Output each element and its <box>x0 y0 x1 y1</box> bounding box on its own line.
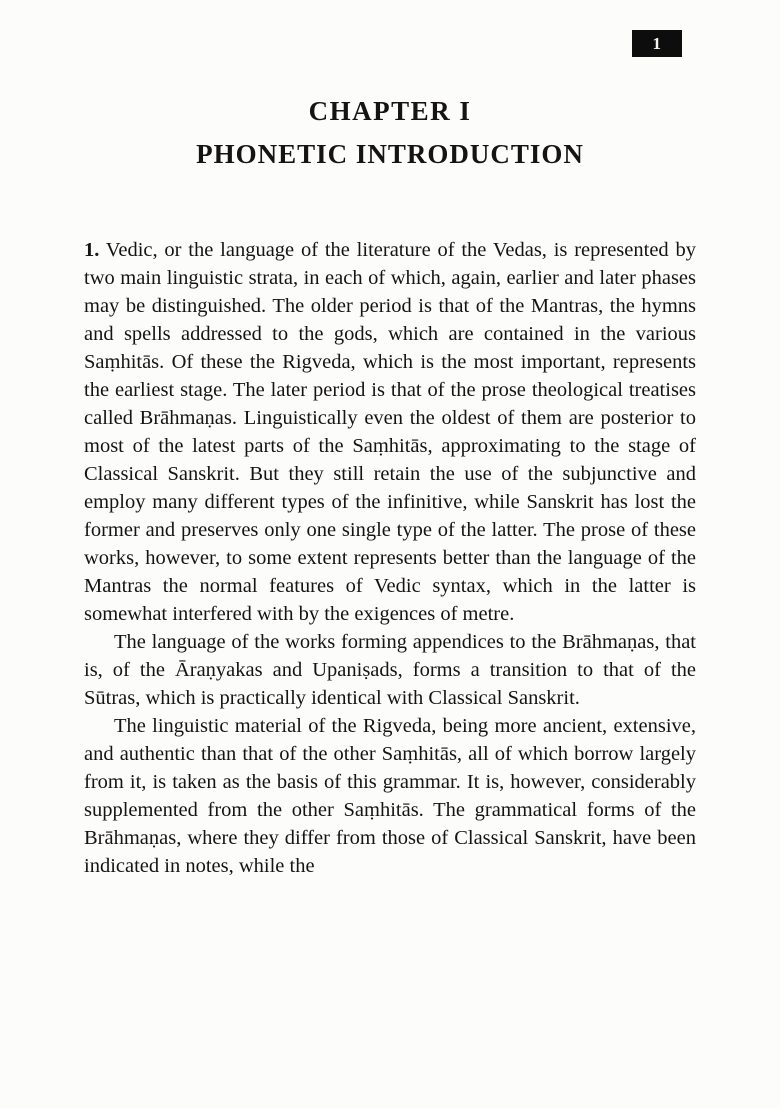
chapter-title: CHAPTER I <box>308 96 472 126</box>
paragraph-2 <box>84 628 696 712</box>
paragraph-2-text: The language of the works forming appendices to the Brāhmaṇas, that is, of the Āraṇyakas and Upaniṣads, forms a transition to that of the Sūtras, which is practically identical with Classical Sanskrit. <box>84 631 696 709</box>
paragraph-1-text: Vedic, or the language of the literature of the Vedas, is represented by two main linguistic strata, in each of which, again, earlier and later phases may be distinguished. The older period is that of the Mantras, the hymns and spells addressed to the gods, which are contained in the various Saṃhitās. Of these the Rigveda, which is the most important, represents the earliest stage. The later period is that of the prose theological treatises called Brāhmaṇas. Linguistically even the oldest of them are posterior to most of the latest parts of the Saṃhitās, approximating to the stage of Classical Sanskrit. But they still retain the use of the subjunctive and employ many different types of the infinitive, while Sanskrit has lost the former and preserves only one single type of the latter. The prose of these works, however, to some extent represents better than the language of the Mantras the normal features of Vedic syntax, which in the latter is somewhat interfered with by the exigences of metre. <box>84 239 696 625</box>
page-number: 1 <box>652 33 662 53</box>
paragraph-1-number: 1. <box>84 239 100 261</box>
chapter-heading <box>0 0 780 168</box>
body-text <box>84 236 696 880</box>
paragraph-1 <box>84 236 696 628</box>
paragraph-3-text: The linguistic material of the Rigveda, being more ancient, extensive, and authentic than that of the other Saṃhitās, all of which borrow largely from it, is taken as the basis of this grammar. It is, however, considerably supplemented from the other Saṃhitās. The grammatical forms of the Brāhmaṇas, where they differ from those of Classical Sanskrit, have been indicated in notes, while the <box>84 715 696 877</box>
chapter-subtitle: PHONETIC INTRODUCTION <box>196 139 584 169</box>
page-number-badge <box>632 30 682 57</box>
paragraph-3 <box>84 712 696 880</box>
